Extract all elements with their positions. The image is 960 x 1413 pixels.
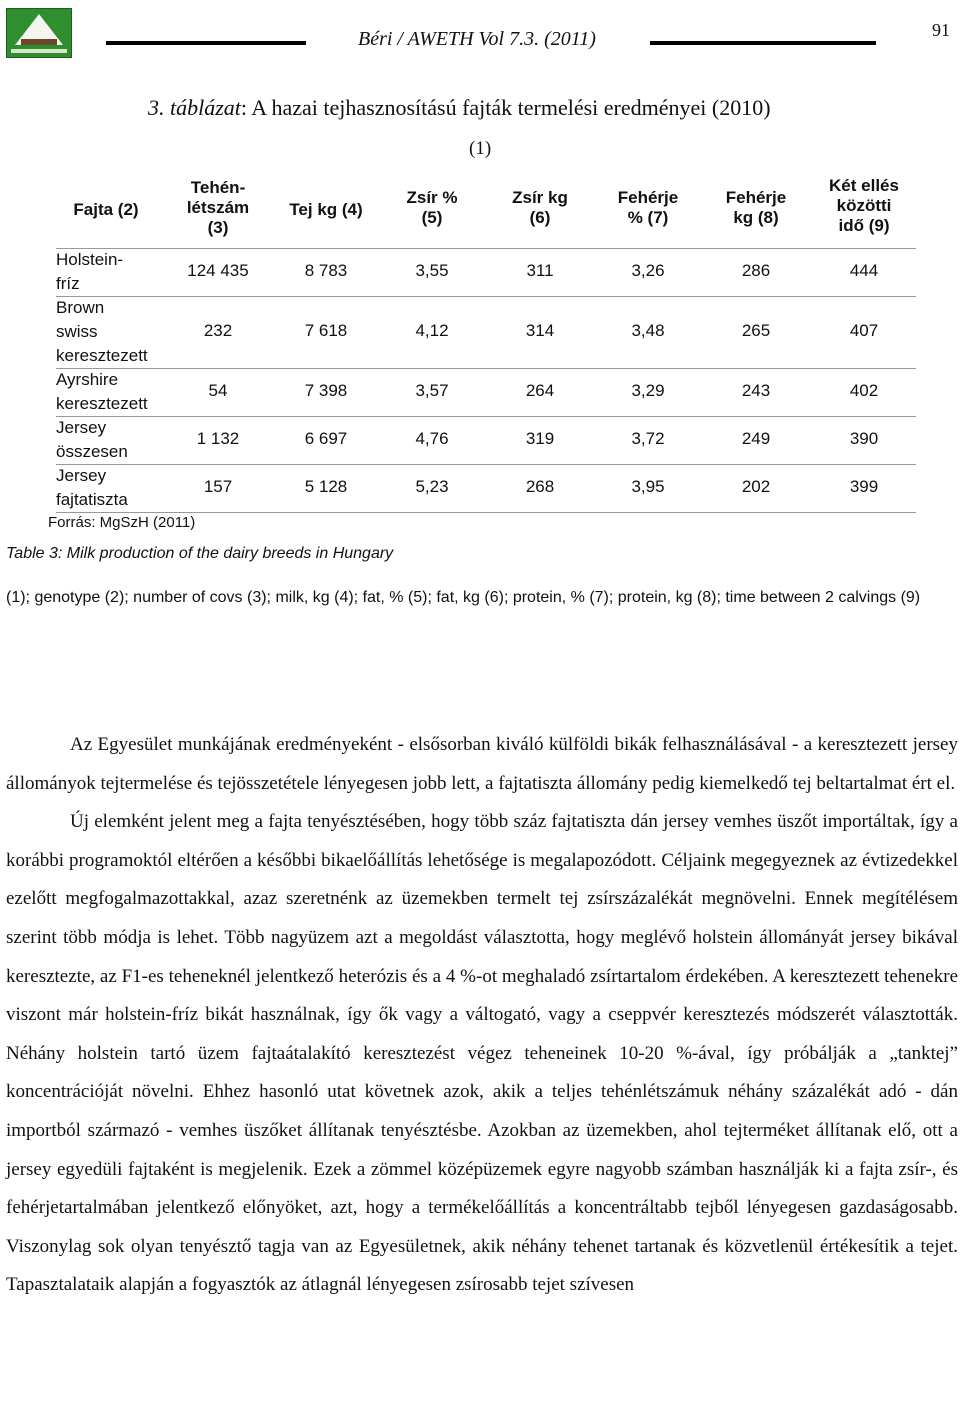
table-row-label: Jersey összesen xyxy=(56,418,128,461)
table-header-cell: Tehén- létszám (3) xyxy=(186,178,250,237)
header-rule-right xyxy=(650,41,876,45)
english-caption: Table 3: Milk production of the dairy breeds in Hungary xyxy=(6,545,394,562)
table-cell: 157 xyxy=(203,477,233,496)
table-cell: 311 xyxy=(526,261,554,280)
table-cell: 314 xyxy=(525,321,555,340)
table-cell: 3,48 xyxy=(631,321,665,340)
table-cell: 1 132 xyxy=(196,429,240,448)
table-cell: 4,76 xyxy=(415,429,449,448)
table-cell: 3,57 xyxy=(415,381,449,400)
journal-title: Béri / AWETH Vol 7.3. (2011) xyxy=(358,28,596,50)
table-header-cell: Zsír kg (6) xyxy=(512,188,568,227)
table-cell: 249 xyxy=(741,429,771,448)
table-cell: 268 xyxy=(525,477,555,496)
table-cell: 5 128 xyxy=(304,477,348,496)
table-cell: 232 xyxy=(203,321,233,340)
table-cell: 54 xyxy=(208,381,228,400)
table-caption-note: (1) xyxy=(469,138,492,159)
paragraph: Az Egyesület munkájának eredményeként - elsősorban kiváló külföldi bikák felhasználásával - a keresztezett jersey állományok tejtermelése és tejösszetétele lényegesen jobb lett, a fajtatiszta állomány pedig kiemelkedő tej beltartalmat ért el. xyxy=(6,734,958,794)
table-cell: 4,12 xyxy=(415,321,449,340)
table-cell: 3,72 xyxy=(631,429,665,448)
table-header-cell: Zsír % (5) xyxy=(406,188,458,227)
table-caption xyxy=(148,95,771,121)
table-cell: 444 xyxy=(849,261,879,280)
table-cell: 3,29 xyxy=(631,381,665,400)
table-header-cell: Fehérje % (7) xyxy=(617,188,679,227)
table-row-label: Brown swiss keresztezett xyxy=(56,298,148,365)
table-cell: 3,55 xyxy=(415,261,449,280)
page-number: 91 xyxy=(932,20,950,40)
table-cell: 3,95 xyxy=(631,477,665,496)
table-cell: 399 xyxy=(849,477,879,496)
table-cell: 407 xyxy=(849,321,879,340)
table-header-cell: Fajta (2) xyxy=(73,200,139,219)
body-text xyxy=(6,726,958,1305)
table-cell: 5,23 xyxy=(415,477,449,496)
table-header-cell: Két ellés közötti idő (9) xyxy=(829,176,899,235)
table-source: Forrás: MgSzH (2011) xyxy=(48,514,196,531)
table-caption-title: : A hazai tejhasznosítású fajták termelési eredményei (2010) xyxy=(240,95,771,120)
table-caption-number: 3. táblázat xyxy=(148,95,241,120)
table-row-label: Jersey fajtatiszta xyxy=(56,466,128,509)
table-rule xyxy=(56,512,916,513)
journal-logo xyxy=(6,8,72,58)
header-rule-left xyxy=(106,41,306,45)
table-legend: (1); genotype (2); number of covs (3); milk, kg (4); fat, % (5); fat, kg (6); protein, % (7); protein, kg (8); time between 2 calvings (9) xyxy=(6,589,921,606)
paragraph: Új elemként jelent meg a fajta tenyésztésében, hogy több száz fajtatiszta dán jersey vemhes üszőt importáltak, így a korábbi programoktól eltérően a későbbi bikaelőállítás lehetősége is megalapozódott. Céljaink megegyeznek az évtizedekkel ezelőtt megfogalmazottakkal, azaz szeretnénk az üzemekben termelt tej zsírszázalékát megnövelni. Ennek megítélésem szerint több módja is lehet. Több nagyüzem azt a megoldást választotta, hogy meglévő holstein állományát jersey bikával keresztezte, az F1-es teheneknél jelentkező heterózis és a 4 %-ot meghaladó zsírtartalom érdekében. A keresztezett tehenekre viszont már holstein-fríz bikát használnak, így ők vagy a váltogató, vagy a cseppvér keresztezés módszerét választották. Néhány holstein tartó üzem fajtaátalakító keresztezést végez teheneinek 10-20 %-ával, így próbálják a „tanktej” koncentrációját növelni. Ehhez hasonló utat követnek azok, akik a teljes tehénlétszámuk néhány százalékát adó - dán importból származó - vemhes üszőket állítanak tenyésztésbe. Azokban az üzemekben, ahol tejterméket állítanak elő, ott a jersey egyedüli fajtaként is megjelenik. Ezek a zömmel középüzemek egyre nagyobb számban használják ki a fajta zsír-, és fehérjetartalmában jelentkező előnyöket, azt, hogy a termékelőállítás a koncentráltabb tejből lényegesen gazdaságosabb. Viszonylag sok olyan tenyésztő tagja van az Egyesületnek, akik néhány tehenet tartanak és közvetlenül értékesítik a tejet. Tapasztalataik alapján a fogyasztók az átlagnál lényegesen zsírosabb tejet szívesen xyxy=(6,811,958,1296)
table-cell: 7 618 xyxy=(304,321,348,340)
table-cell: 6 697 xyxy=(304,429,348,448)
table-cell: 264 xyxy=(525,381,555,400)
table-cell: 402 xyxy=(849,381,879,400)
table-cell: 124 435 xyxy=(187,261,249,280)
table-cell: 3,26 xyxy=(631,261,665,280)
table-cell: 319 xyxy=(525,429,555,448)
table-header-cell: Tej kg (4) xyxy=(289,200,363,219)
table-row-label: Holstein- fríz xyxy=(56,250,124,293)
table-cell: 8 783 xyxy=(304,261,348,280)
table-cell: 390 xyxy=(849,429,879,448)
table-cell: 202 xyxy=(741,477,771,496)
table-cell: 7 398 xyxy=(304,381,348,400)
table-row-label: Ayrshire keresztezett xyxy=(56,370,148,413)
table-cell: 243 xyxy=(741,381,771,400)
table-header-cell: Fehérje kg (8) xyxy=(725,188,787,227)
table-cell: 265 xyxy=(741,321,771,340)
table-cell: 286 xyxy=(741,261,771,280)
